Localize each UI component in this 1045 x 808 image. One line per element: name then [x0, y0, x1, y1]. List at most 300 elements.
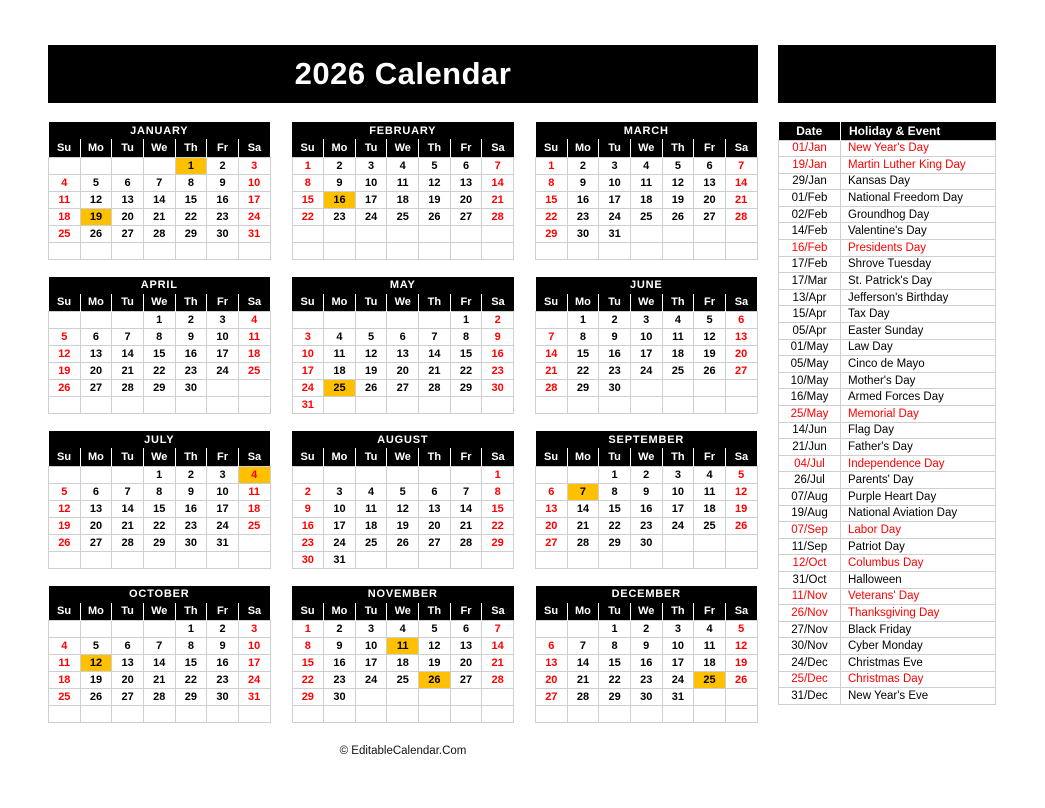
day-cell: 30	[630, 534, 662, 551]
month-january	[48, 122, 271, 260]
day-cell: 25	[694, 672, 726, 689]
holiday-date: 02/Feb	[779, 206, 841, 223]
holiday-date: 19/Aug	[779, 505, 841, 522]
day-header-cell: Su	[292, 139, 324, 157]
day-cell: 4	[662, 312, 694, 329]
holiday-date: 13/Apr	[779, 289, 841, 306]
holiday-name: Law Day	[841, 339, 996, 356]
month-table	[535, 277, 758, 415]
day-cell: 27	[536, 534, 568, 551]
day-cell	[80, 397, 112, 414]
day-cell	[387, 225, 419, 242]
holiday-date: 10/May	[779, 372, 841, 389]
week-row	[49, 225, 271, 242]
day-cell: 15	[292, 191, 324, 208]
day-header-cell: Tu	[355, 294, 387, 312]
holiday-table-container	[778, 122, 996, 705]
day-cell: 1	[567, 312, 599, 329]
holiday-date: 01/Feb	[779, 190, 841, 207]
week-row	[292, 689, 514, 706]
month-title: JUNE	[536, 277, 758, 294]
day-cell: 30	[630, 689, 662, 706]
day-cell: 8	[292, 638, 324, 655]
day-cell: 22	[143, 517, 175, 534]
day-cell	[567, 397, 599, 414]
day-cell: 24	[324, 534, 356, 551]
week-row	[292, 551, 514, 568]
day-header-cell: We	[387, 448, 419, 466]
day-header-cell: Mo	[80, 448, 112, 466]
day-cell: 5	[419, 621, 451, 638]
day-cell	[725, 706, 757, 723]
day-cell	[112, 551, 144, 568]
month-title: OCTOBER	[49, 586, 271, 603]
day-cell	[175, 706, 207, 723]
day-header-cell: Th	[175, 603, 207, 621]
holiday-name: Armed Forces Day	[841, 389, 996, 406]
day-cell: 14	[143, 191, 175, 208]
week-row	[536, 208, 758, 225]
day-cell: 31	[599, 225, 631, 242]
holiday-date: 31/Dec	[779, 688, 841, 705]
day-cell: 5	[694, 312, 726, 329]
day-header-cell: Sa	[238, 603, 270, 621]
week-row	[49, 242, 271, 259]
month-title: MAY	[292, 277, 514, 294]
day-cell	[112, 312, 144, 329]
holiday-name: Columbus Day	[841, 555, 996, 572]
day-header-cell: Th	[662, 603, 694, 621]
day-cell: 1	[599, 621, 631, 638]
day-cell	[80, 466, 112, 483]
day-cell: 31	[207, 534, 239, 551]
day-cell: 20	[450, 191, 482, 208]
day-cell: 19	[419, 655, 451, 672]
day-cell: 11	[630, 174, 662, 191]
day-cell: 14	[450, 500, 482, 517]
day-cell: 27	[112, 689, 144, 706]
week-row	[536, 312, 758, 329]
day-cell	[725, 534, 757, 551]
day-cell: 18	[355, 517, 387, 534]
day-cell	[662, 380, 694, 397]
day-cell	[355, 706, 387, 723]
day-cell: 1	[482, 466, 514, 483]
day-cell	[387, 689, 419, 706]
day-cell: 16	[630, 500, 662, 517]
day-cell: 7	[482, 621, 514, 638]
day-cell: 6	[419, 483, 451, 500]
day-cell: 14	[567, 655, 599, 672]
week-row	[536, 225, 758, 242]
day-cell	[630, 706, 662, 723]
day-cell: 9	[599, 329, 631, 346]
day-cell	[324, 466, 356, 483]
day-cell: 31	[324, 551, 356, 568]
day-cell: 19	[80, 672, 112, 689]
day-cell: 24	[355, 208, 387, 225]
day-cell	[630, 551, 662, 568]
holiday-date: 30/Nov	[779, 638, 841, 655]
day-cell: 11	[49, 191, 81, 208]
day-cell: 18	[630, 191, 662, 208]
day-cell	[238, 551, 270, 568]
day-header-cell: Th	[175, 448, 207, 466]
day-cell: 13	[80, 500, 112, 517]
day-cell	[536, 312, 568, 329]
week-row	[292, 346, 514, 363]
day-cell: 31	[662, 689, 694, 706]
day-cell	[630, 242, 662, 259]
day-cell: 12	[725, 638, 757, 655]
holiday-date: 31/Oct	[779, 571, 841, 588]
day-cell	[143, 157, 175, 174]
week-row	[49, 500, 271, 517]
day-cell: 9	[175, 483, 207, 500]
day-cell	[567, 706, 599, 723]
day-cell: 15	[143, 346, 175, 363]
day-cell	[387, 312, 419, 329]
day-cell: 15	[292, 655, 324, 672]
day-cell: 13	[694, 174, 726, 191]
day-cell	[482, 689, 514, 706]
day-cell: 18	[387, 191, 419, 208]
day-cell: 22	[175, 208, 207, 225]
holiday-date: 17/Mar	[779, 273, 841, 290]
holiday-name: Memorial Day	[841, 406, 996, 423]
day-cell	[207, 242, 239, 259]
day-cell: 8	[450, 329, 482, 346]
week-row	[536, 329, 758, 346]
day-cell: 27	[725, 363, 757, 380]
day-cell: 24	[630, 363, 662, 380]
day-cell: 9	[630, 483, 662, 500]
day-cell: 29	[450, 380, 482, 397]
day-cell: 22	[482, 517, 514, 534]
day-cell: 15	[536, 191, 568, 208]
holiday-row	[779, 522, 996, 539]
day-header-row	[292, 294, 514, 312]
day-cell: 23	[630, 672, 662, 689]
holiday-row	[779, 240, 996, 257]
week-row	[292, 517, 514, 534]
day-cell: 6	[112, 638, 144, 655]
day-cell: 20	[694, 191, 726, 208]
day-cell	[599, 397, 631, 414]
day-cell	[599, 551, 631, 568]
page-title: 2026 Calendar	[48, 45, 758, 103]
holiday-table	[778, 122, 996, 705]
day-cell: 13	[725, 329, 757, 346]
day-cell: 1	[599, 466, 631, 483]
day-cell: 23	[482, 363, 514, 380]
day-cell: 17	[238, 655, 270, 672]
day-cell: 13	[387, 346, 419, 363]
holiday-date: 26/Jul	[779, 472, 841, 489]
holiday-name: Veterans' Day	[841, 588, 996, 605]
day-cell	[630, 225, 662, 242]
day-cell: 2	[207, 157, 239, 174]
day-cell: 12	[49, 346, 81, 363]
day-cell	[662, 225, 694, 242]
holiday-name: Jefferson's Birthday	[841, 289, 996, 306]
week-row	[536, 672, 758, 689]
day-cell	[482, 551, 514, 568]
day-header-cell: Tu	[355, 448, 387, 466]
day-cell: 26	[662, 208, 694, 225]
day-cell: 14	[482, 174, 514, 191]
holiday-name: Parents' Day	[841, 472, 996, 489]
day-header-cell: Tu	[599, 448, 631, 466]
day-cell	[482, 706, 514, 723]
holiday-row	[779, 223, 996, 240]
holiday-name: Valentine's Day	[841, 223, 996, 240]
day-cell: 4	[238, 466, 270, 483]
day-cell	[80, 157, 112, 174]
day-header-row	[292, 603, 514, 621]
day-cell: 21	[567, 672, 599, 689]
day-cell: 28	[143, 225, 175, 242]
day-header-cell: Sa	[725, 603, 757, 621]
holiday-name: Cinco de Mayo	[841, 356, 996, 373]
week-row	[536, 483, 758, 500]
holiday-date: 14/Jun	[779, 422, 841, 439]
day-header-row	[536, 294, 758, 312]
day-cell: 4	[387, 157, 419, 174]
day-cell: 22	[143, 363, 175, 380]
day-cell: 7	[143, 174, 175, 191]
day-header-cell: Tu	[112, 139, 144, 157]
week-row	[49, 157, 271, 174]
day-cell: 3	[630, 312, 662, 329]
holiday-date: 16/May	[779, 389, 841, 406]
holiday-row	[779, 488, 996, 505]
month-title: NOVEMBER	[292, 586, 514, 603]
day-cell: 17	[662, 655, 694, 672]
day-cell: 7	[112, 329, 144, 346]
day-cell: 2	[324, 157, 356, 174]
day-header-cell: Mo	[80, 139, 112, 157]
day-cell: 14	[112, 500, 144, 517]
holiday-name: Tax Day	[841, 306, 996, 323]
day-cell	[49, 157, 81, 174]
day-cell	[694, 380, 726, 397]
holiday-row	[779, 439, 996, 456]
day-cell: 14	[725, 174, 757, 191]
day-cell	[238, 534, 270, 551]
day-cell: 19	[725, 655, 757, 672]
week-row	[49, 466, 271, 483]
month-title: JANUARY	[49, 122, 271, 139]
day-cell	[387, 706, 419, 723]
holiday-row	[779, 671, 996, 688]
day-header-cell: We	[143, 139, 175, 157]
holiday-date: 25/May	[779, 406, 841, 423]
day-cell: 28	[536, 380, 568, 397]
day-cell: 24	[207, 517, 239, 534]
day-header-cell: Sa	[482, 603, 514, 621]
month-title: MARCH	[536, 122, 758, 139]
holiday-name: Mother's Day	[841, 372, 996, 389]
holiday-row	[779, 339, 996, 356]
holiday-row	[779, 406, 996, 423]
day-cell: 13	[80, 346, 112, 363]
month-august	[292, 431, 515, 569]
holiday-date: 17/Feb	[779, 256, 841, 273]
day-cell: 8	[175, 638, 207, 655]
day-cell: 4	[49, 174, 81, 191]
day-header-cell: Fr	[450, 294, 482, 312]
month-table	[48, 122, 271, 260]
day-header-cell: Fr	[450, 448, 482, 466]
day-cell: 1	[292, 157, 324, 174]
holiday-date: 04/Jul	[779, 455, 841, 472]
holiday-name: Cyber Monday	[841, 638, 996, 655]
day-cell: 19	[694, 346, 726, 363]
day-cell: 18	[49, 208, 81, 225]
month-april	[48, 277, 271, 415]
day-cell: 29	[536, 225, 568, 242]
holiday-row	[779, 455, 996, 472]
month-june	[535, 277, 758, 415]
day-cell: 23	[292, 534, 324, 551]
day-cell: 11	[662, 329, 694, 346]
day-cell: 26	[80, 225, 112, 242]
day-cell: 29	[175, 225, 207, 242]
day-cell	[355, 225, 387, 242]
day-header-cell: Th	[175, 139, 207, 157]
day-cell: 18	[49, 672, 81, 689]
day-cell: 2	[630, 466, 662, 483]
week-row	[536, 380, 758, 397]
day-cell: 12	[725, 483, 757, 500]
day-cell: 22	[292, 208, 324, 225]
week-row	[536, 517, 758, 534]
day-cell: 4	[324, 329, 356, 346]
week-row	[536, 689, 758, 706]
day-cell: 3	[292, 329, 324, 346]
day-cell: 2	[482, 312, 514, 329]
holiday-row	[779, 157, 996, 174]
day-cell	[536, 551, 568, 568]
day-header-cell: Su	[536, 603, 568, 621]
day-cell: 16	[175, 346, 207, 363]
day-cell: 19	[662, 191, 694, 208]
day-cell	[450, 466, 482, 483]
day-cell	[175, 242, 207, 259]
day-header-cell: We	[143, 603, 175, 621]
day-cell: 23	[207, 672, 239, 689]
day-cell: 5	[49, 329, 81, 346]
day-cell: 26	[355, 380, 387, 397]
day-header-cell: Th	[662, 294, 694, 312]
day-cell: 5	[419, 157, 451, 174]
holiday-row	[779, 206, 996, 223]
day-cell: 25	[355, 534, 387, 551]
day-cell: 1	[292, 621, 324, 638]
day-cell: 8	[536, 174, 568, 191]
day-cell: 15	[175, 655, 207, 672]
day-header-cell: Mo	[80, 294, 112, 312]
day-cell: 6	[112, 174, 144, 191]
day-header-cell: Sa	[482, 139, 514, 157]
month-title: DECEMBER	[536, 586, 758, 603]
day-cell	[324, 312, 356, 329]
week-row	[49, 655, 271, 672]
header-side-box	[778, 45, 996, 103]
week-row	[292, 174, 514, 191]
holiday-name: Kansas Day	[841, 173, 996, 190]
day-cell	[49, 312, 81, 329]
day-cell	[143, 397, 175, 414]
day-cell: 25	[324, 380, 356, 397]
day-cell: 23	[630, 517, 662, 534]
day-cell: 11	[387, 174, 419, 191]
day-cell: 18	[662, 346, 694, 363]
day-header-cell: Su	[536, 139, 568, 157]
week-row	[49, 380, 271, 397]
day-cell	[143, 242, 175, 259]
week-row	[49, 517, 271, 534]
week-row	[292, 242, 514, 259]
month-december	[535, 586, 758, 724]
day-cell: 10	[630, 329, 662, 346]
day-cell: 25	[238, 517, 270, 534]
day-cell: 1	[450, 312, 482, 329]
week-row	[292, 312, 514, 329]
day-cell: 17	[599, 191, 631, 208]
day-cell	[238, 397, 270, 414]
day-cell: 19	[49, 363, 81, 380]
day-cell: 3	[662, 621, 694, 638]
day-cell: 8	[599, 638, 631, 655]
day-header-cell: Su	[292, 603, 324, 621]
day-cell: 12	[80, 191, 112, 208]
day-cell: 30	[482, 380, 514, 397]
holiday-name: Presidents Day	[841, 240, 996, 257]
week-row	[536, 397, 758, 414]
day-cell	[324, 397, 356, 414]
day-cell	[725, 397, 757, 414]
day-cell	[725, 551, 757, 568]
day-cell: 12	[419, 174, 451, 191]
holiday-event-header: Holiday & Event	[841, 122, 996, 140]
day-cell	[450, 551, 482, 568]
day-cell: 4	[694, 621, 726, 638]
month-october	[48, 586, 271, 724]
day-cell: 30	[175, 534, 207, 551]
day-cell: 10	[599, 174, 631, 191]
month-may	[292, 277, 515, 415]
day-cell: 4	[630, 157, 662, 174]
day-cell	[49, 621, 81, 638]
day-cell: 10	[292, 346, 324, 363]
week-row	[292, 157, 514, 174]
day-cell: 16	[175, 500, 207, 517]
day-cell: 17	[355, 191, 387, 208]
holiday-name: Flag Day	[841, 422, 996, 439]
day-cell: 19	[80, 208, 112, 225]
week-row	[49, 397, 271, 414]
day-cell: 28	[143, 689, 175, 706]
day-cell	[567, 621, 599, 638]
holiday-name: Independence Day	[841, 455, 996, 472]
holiday-date-header: Date	[779, 122, 841, 140]
day-cell: 11	[387, 638, 419, 655]
week-row	[292, 534, 514, 551]
day-cell: 26	[80, 689, 112, 706]
day-cell: 11	[694, 483, 726, 500]
